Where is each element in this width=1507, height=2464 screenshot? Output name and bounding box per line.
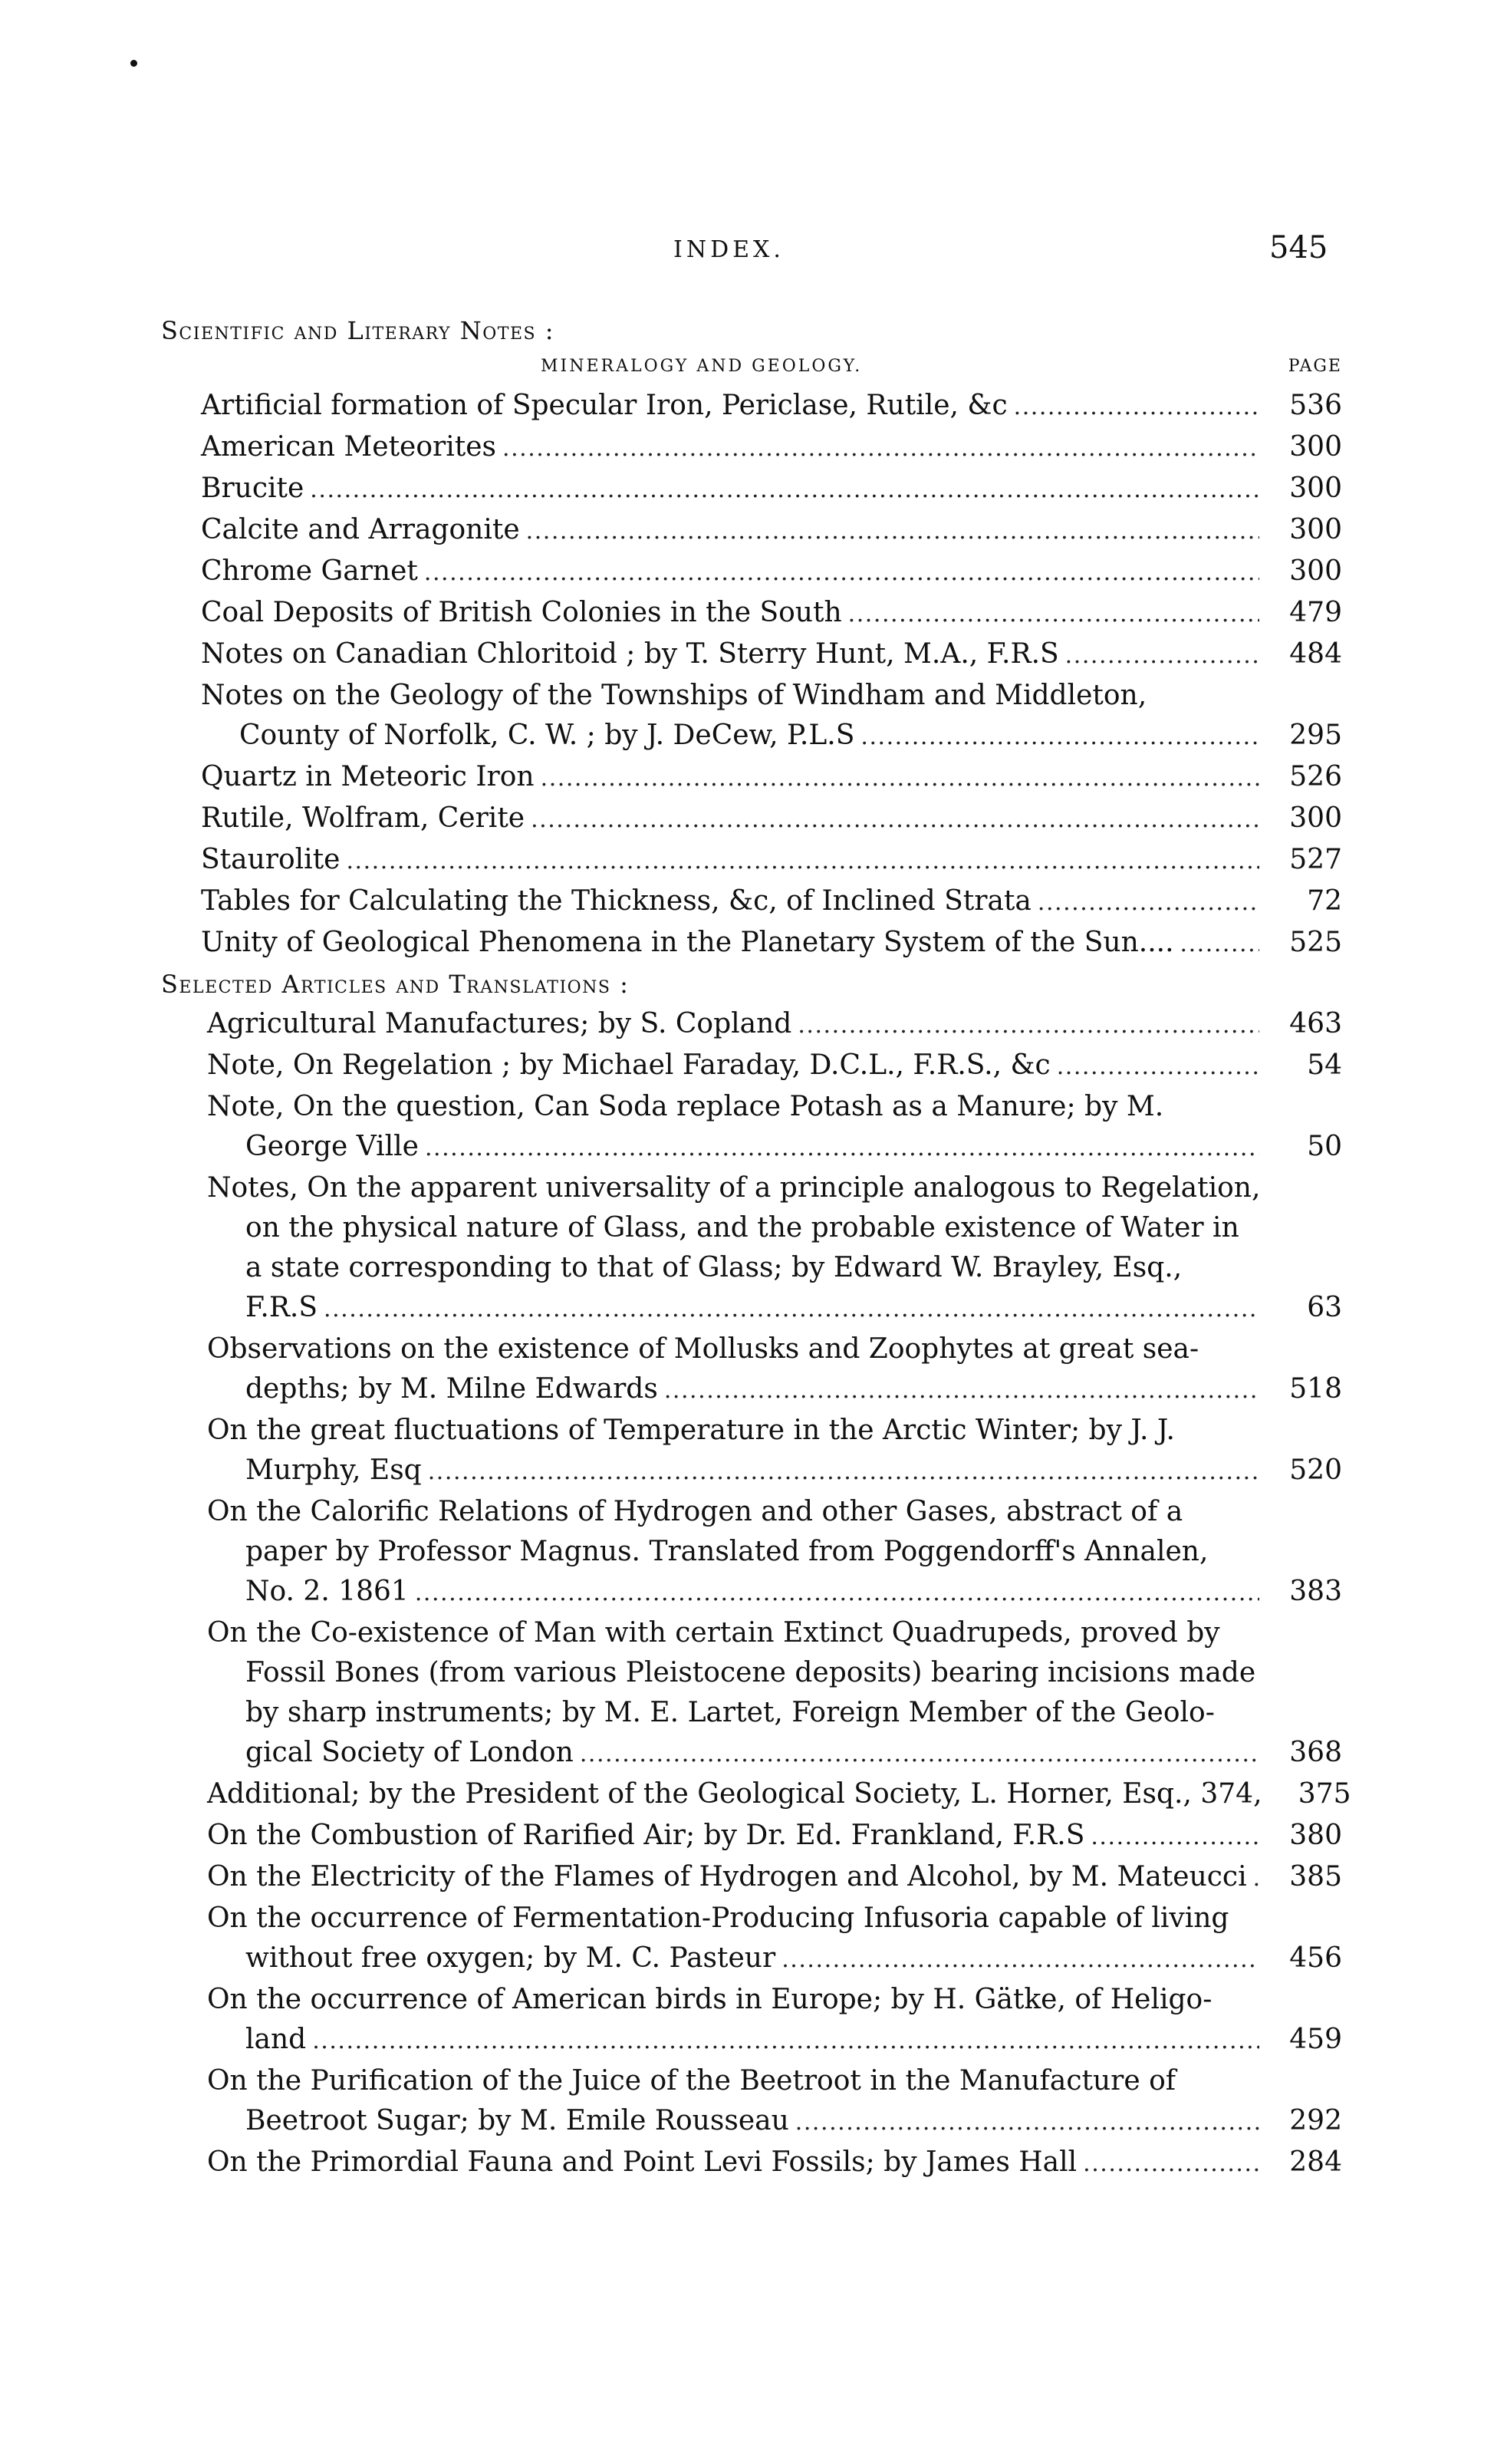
entry-text: Quartz in Meteoric Iron [201, 761, 535, 792]
entry-text-line: On the great fluctuations of Temperature in the Arctic Winter; by J. J. [207, 1415, 1175, 1446]
entry-final-line [207, 1857, 1342, 1899]
index-section [161, 964, 1351, 2184]
entry-page-number: 479 [1289, 597, 1342, 628]
index-section [161, 311, 1342, 964]
entry-final-line [201, 923, 1342, 964]
index-entry [207, 2061, 1342, 2143]
entry-page-number: 518 [1289, 1373, 1342, 1405]
entry-page-number: 300 [1289, 431, 1342, 463]
entry-text: depths; by M. Milne Edwards [245, 1373, 658, 1405]
entry-page-number: 300 [1289, 514, 1342, 545]
entry-text: Rutile, Wolfram, Cerite [201, 802, 525, 834]
entry-page-number: 459 [1289, 2024, 1342, 2055]
dot-leader [580, 1734, 1259, 1774]
entry-final-line [207, 1046, 1342, 1087]
entry-final-line [201, 757, 1342, 799]
index-entry [201, 469, 1342, 510]
entry-text: On the Electricity of the Flames of Hydrogen and Alcohol, by M. Mateucci [207, 1861, 1247, 1892]
dot-leader [1014, 387, 1259, 427]
entry-page-number: 380 [1289, 1820, 1342, 1851]
entry-text: County of Norfolk, C. W. ; by J. DeCew, P.L.S [239, 720, 855, 751]
entry-final-line [207, 2020, 1342, 2061]
subheading-row [161, 351, 1342, 386]
entry-page-number: 526 [1289, 761, 1342, 792]
entry-page-number: 295 [1289, 720, 1342, 751]
entry-page-number: 300 [1289, 473, 1342, 504]
dot-leader [526, 512, 1259, 552]
entry-final-line [201, 716, 1342, 757]
entry-final-line [207, 1572, 1342, 1613]
dot-leader [425, 1128, 1259, 1168]
dot-leader [415, 1573, 1259, 1613]
entry-page-number: 484 [1289, 638, 1342, 670]
running-head [0, 230, 1507, 292]
entry-page-number: 383 [1289, 1576, 1342, 1607]
entry-text-line: by sharp instruments; by M. E. Lartet, Foreign Member of the Geolo- [245, 1697, 1215, 1728]
entry-text-line: Fossil Bones (from various Pleistocene deposits) bearing incisions made [245, 1657, 1256, 1688]
entry-text-line: On the Purification of the Juice of the Beetroot in the Manufacture of [207, 2065, 1176, 2097]
entry-final-line [201, 840, 1342, 881]
entry-text: American Meteorites [201, 431, 496, 463]
entry-page-number: 50 [1307, 1131, 1342, 1162]
entry-text: gical Society of London [245, 1737, 574, 1768]
dot-leader [502, 429, 1259, 469]
index-entry [201, 634, 1342, 676]
entry-final-line [207, 1816, 1342, 1857]
entry-text-line: Notes, On the apparent universality of a principle analogous to Regelation, [207, 1172, 1261, 1204]
entry-text-line: On the Calorific Relations of Hydrogen and other Gases, abstract of a [207, 1496, 1183, 1527]
entry-final-line [201, 799, 1342, 840]
entry-final-line [201, 469, 1342, 510]
entry-final-line [207, 1369, 1342, 1411]
entry-final-line [207, 1451, 1342, 1492]
entry-text-line: Note, On the question, Can Soda replace Potash as a Manure; by M. [207, 1091, 1164, 1122]
dot-leader [1065, 636, 1259, 676]
index-entry [201, 552, 1342, 593]
entry-page-number: 527 [1289, 844, 1342, 875]
entry-text: Calcite and Arragonite [201, 514, 520, 545]
entry-page-number: 54 [1307, 1049, 1342, 1081]
index-entry [201, 593, 1342, 634]
section-heading: Scientific and Literary Notes : [161, 316, 555, 345]
index-entry [207, 1857, 1342, 1899]
ink-speck [130, 60, 137, 67]
entry-text-line: On the occurrence of American birds in Europe; by H. Gätke, of Heligo- [207, 1984, 1213, 2015]
entry-page-number: 456 [1289, 1942, 1342, 1974]
dot-leader [1038, 883, 1259, 923]
entry-page-number: 72 [1307, 885, 1342, 917]
index-entry [201, 510, 1342, 552]
index-entry [201, 799, 1342, 840]
entry-text-line: a state corresponding to that of Glass; by Edward W. Brayley, Esq., [245, 1252, 1183, 1283]
dot-leader [848, 595, 1259, 634]
entry-final-line [207, 2101, 1342, 2143]
entry-text-line: On the Co-existence of Man with certain Extinct Quadrupeds, proved by [207, 1617, 1220, 1649]
entry-page-number: 300 [1289, 555, 1342, 587]
entry-final-line [201, 552, 1342, 593]
entry-text: Beetroot Sugar; by M. Emile Rousseau [245, 2105, 789, 2136]
entry-final-line [201, 510, 1342, 552]
dot-leader [531, 800, 1259, 840]
entry-text: No. 2. 1861 [245, 1576, 409, 1607]
entry-text: Note, On Regelation ; by Michael Faraday, D.C.L., F.R.S., &c [207, 1049, 1051, 1081]
dot-leader [860, 717, 1259, 757]
entry-text: Agricultural Manufactures; by S. Copland [207, 1008, 792, 1039]
entry-page-number: 300 [1289, 802, 1342, 834]
entry-final-line [201, 881, 1342, 923]
entry-text-line: paper by Professor Magnus. Translated from Poggendorff's Annalen, [245, 1536, 1209, 1567]
entry-list [161, 1004, 1351, 2184]
entry-text: On the Primordial Fauna and Point Levi Fossils; by James Hall [207, 2146, 1078, 2178]
entry-page-number: 463 [1289, 1008, 1342, 1039]
entry-text: Coal Deposits of British Colonies in the South [201, 597, 842, 628]
dot-leader [1083, 2144, 1259, 2184]
entry-text: Notes on Canadian Chloritoid ; by T. Sterry Hunt, M.A., F.R.S [201, 638, 1059, 670]
entry-final-line [207, 1774, 1351, 1816]
dot-leader [795, 2103, 1259, 2143]
index-entry [201, 676, 1342, 757]
entry-text: Staurolite [201, 844, 341, 875]
entry-page-number: 375 [1298, 1778, 1351, 1810]
entry-text-line: On the occurrence of Fermentation-Producing Infusoria capable of living [207, 1902, 1229, 1934]
dot-leader [781, 1940, 1259, 1980]
entry-text: Murphy, Esq [245, 1454, 422, 1486]
index-entry [201, 386, 1342, 427]
dot-leader [664, 1371, 1259, 1411]
entry-text-line: on the physical nature of Glass, and the probable existence of Water in [245, 1212, 1239, 1244]
section-heading: Selected Articles and Translations : [161, 970, 630, 999]
index-entry [207, 1613, 1342, 1774]
index-entry [207, 1899, 1342, 1980]
entry-text: Unity of Geological Phenomena in the Planetary System of the Sun.... [201, 927, 1174, 958]
index-entry [207, 1329, 1342, 1411]
index-entry [207, 2143, 1342, 2184]
entry-text-line: Observations on the existence of Mollusks and Zoophytes at great sea- [207, 1333, 1199, 1365]
entry-text: Additional; by the President of the Geological Society, L. Horner, Esq., 374, [207, 1778, 1262, 1810]
running-head-title: INDEX. [673, 236, 785, 263]
page-number: 545 [1269, 230, 1328, 265]
entry-final-line [201, 386, 1342, 427]
dot-leader [310, 470, 1259, 510]
section-subheading: MINERALOGY AND GEOLOGY. [541, 357, 863, 376]
dot-leader [1057, 1047, 1259, 1087]
dot-leader [324, 1290, 1259, 1329]
index-entry [207, 1980, 1342, 2061]
index-entry [207, 1411, 1342, 1492]
dot-leader [428, 1452, 1259, 1492]
index-entry [207, 1774, 1351, 1816]
entry-page-number: 385 [1289, 1861, 1342, 1892]
index-entry [207, 1046, 1342, 1087]
entry-final-line [201, 593, 1342, 634]
entry-final-line [207, 1127, 1342, 1168]
entry-final-line [201, 634, 1342, 676]
entry-text: Artificial formation of Specular Iron, Periclase, Rutile, &c [201, 390, 1008, 421]
index-content [161, 311, 1351, 2184]
entry-text: without free oxygen; by M. C. Pasteur [245, 1942, 776, 1974]
entry-text: Chrome Garnet [201, 555, 418, 587]
dot-leader [346, 842, 1259, 881]
entry-page-number: 536 [1289, 390, 1342, 421]
dot-leader [312, 2021, 1259, 2061]
entry-final-line [207, 1939, 1342, 1980]
index-entry [201, 881, 1342, 923]
index-entry [201, 923, 1342, 964]
entry-page-number: 520 [1289, 1454, 1342, 1486]
entry-final-line [207, 1733, 1342, 1774]
index-entry [207, 1004, 1342, 1046]
entry-final-line [207, 1004, 1342, 1046]
index-entry [207, 1816, 1342, 1857]
index-entry [207, 1087, 1342, 1168]
entry-final-line [207, 2143, 1342, 2184]
entry-text: Brucite [201, 473, 304, 504]
entry-text: land [245, 2024, 307, 2055]
index-entry [201, 757, 1342, 799]
dot-leader [1253, 1859, 1259, 1899]
entry-page-number: 63 [1307, 1292, 1342, 1323]
dot-leader [541, 759, 1259, 799]
entry-text: George Ville [245, 1131, 419, 1162]
index-entry [207, 1168, 1342, 1329]
entry-final-line [207, 1288, 1342, 1329]
dot-leader [798, 1006, 1259, 1046]
index-entry [207, 1492, 1342, 1613]
entry-page-number: 292 [1289, 2105, 1342, 2136]
entry-page-number: 284 [1289, 2146, 1342, 2178]
entry-text-line: Notes on the Geology of the Townships of Windham and Middleton, [201, 680, 1147, 711]
entry-text: F.R.S [245, 1292, 318, 1323]
page-column-label: PAGE [1288, 357, 1342, 376]
index-entry [201, 840, 1342, 881]
entry-text: On the Combustion of Rarified Air; by Dr. Ed. Frankland, F.R.S [207, 1820, 1085, 1851]
entry-list [161, 386, 1342, 964]
dot-leader [1180, 924, 1259, 964]
entry-text: Tables for Calculating the Thickness, &c, of Inclined Strata [201, 885, 1032, 917]
dot-leader [1091, 1817, 1259, 1857]
entry-page-number: 525 [1289, 927, 1342, 958]
entry-final-line [201, 427, 1342, 469]
index-entry [201, 427, 1342, 469]
dot-leader [424, 553, 1259, 593]
entry-page-number: 368 [1289, 1737, 1342, 1768]
